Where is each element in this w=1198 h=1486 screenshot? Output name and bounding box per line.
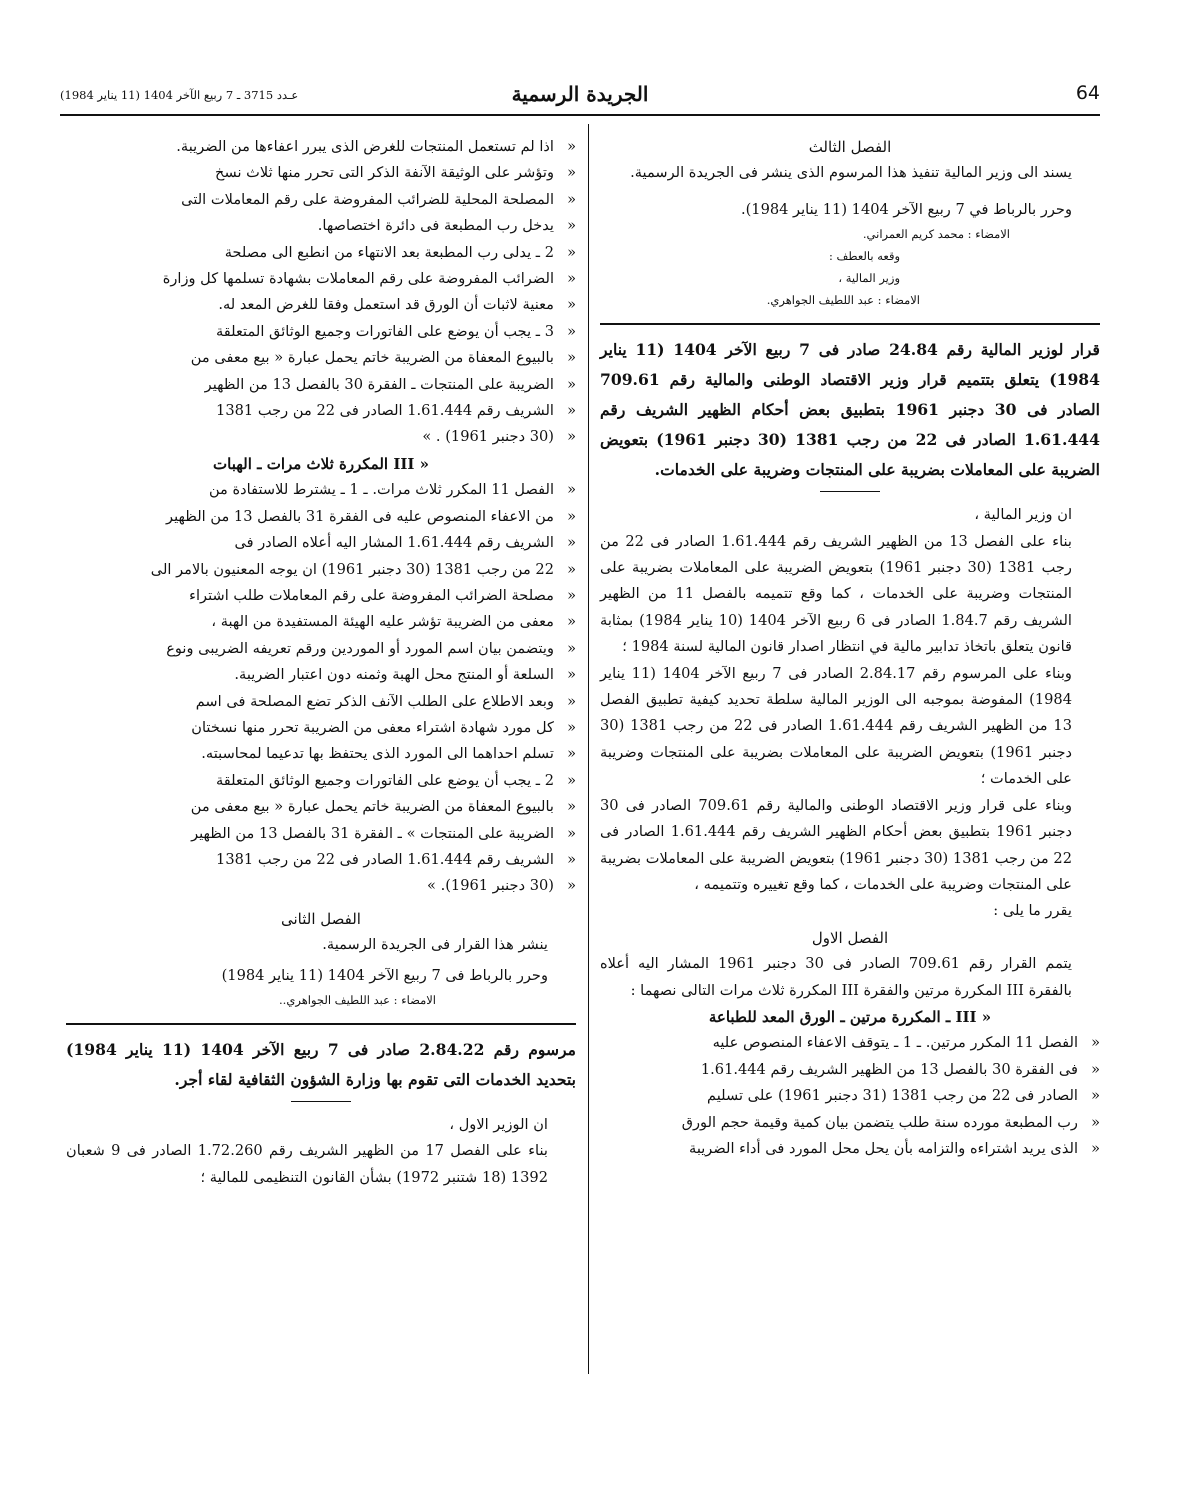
bis-line: «الذى يريد اشتراءه والتزامه بأن يحل محل المورد فى أداء الضريبة [689,1139,1100,1157]
ter-line: «مصلحة الضرائب المفروضة على رقم المعاملات طلب اشتراء [189,586,576,604]
decree2-title: مرسوم رقم 2.84.22 صادر فى 7 ربيع الآخر 1404 (11 يناير 1984) بتحديد الخدمات التى تقوم بها وزارة الشؤون الثقافية لقاء أجر. [66,1040,576,1089]
title-separator [820,491,880,492]
right-column [600,134,1100,1162]
ter3-line: «الشريف رقم 1.61.444 الصادر فى 22 من رجب 1381 [216,850,576,868]
title-separator-2 [291,1101,351,1102]
gazette-title: الجريدة الرسمية [511,82,649,106]
done-at-2: وحرر بالرباط فى 7 ربيع الآخر 1404 (11 يناير 1984) [221,966,548,984]
bis-line: «الصادر فى 22 من رجب 1381 (31 دجنبر 1961) على تسليم [707,1087,1100,1105]
chapter2-text: ينشر هذا القرار فى الجريدة الرسمية. [322,936,548,954]
page-header [60,82,1100,110]
minister-title: وزير المالية ، [838,271,900,286]
top-line: «المصلحة المحلية للضرائب المفروضة على رقم المعاملات التى [181,190,576,208]
ter-line: «22 من رجب 1381 (30 دجنبر 1961) ان يوجه المعنيون بالامر الى [150,560,576,578]
p3-line: «(30 دجنبر 1961) . » [422,428,576,446]
pm-intro: ان الوزير الاول ، [449,1116,548,1133]
column-divider [588,124,589,1374]
preamble-para-1: بناء على الفصل 13 من الظهير الشريف رقم 1.61.444 الصادر فى 22 من رجب 1381 (30 دجنبر 1961) بتعويض الضريبة على المعاملات بضريبة على المنتجات وضريبة على الخدمات ، كما وقع تتميمه بالفصل 11 من الظهير الشريف رقم 1.84.7 الصادر فى 6 ربيع الآخر 1404 (10 يناير 1984) بمثابة قانون يتعلق باتخاذ تدابير مالية في انتظار اصدار قانون المالية لسنة 1984 ؛ [600,532,1072,656]
issue-info: عـدد 3715 ـ 7 ربيع الآخر 1404 (11 يناير 1984) [60,88,299,102]
chapter1-text: يتمم القرار رقم 709.61 الصادر فى 30 دجنبر 1961 المشار اليه أعلاه بالفقرة III المكررة مرتين والفقرة III المكررة ثلاث مرات التالى نصهما : [600,955,1072,999]
ter-line: «من الاعفاء المنصوص عليه فى الفقرة 31 بالفصل 13 من الظهير [166,507,576,525]
section-bis-heading: « III ـ المكررة مرتين ـ الورق المعد للطباعة [708,1007,992,1026]
preamble-para-2: وبناء على المرسوم رقم 2.84.17 الصادر فى 7 ربيع الآخر 1404 (11 يناير 1984) المفوضة بموجبه الى الوزير المالية سلطة تحديد كيفية تطبيق الفصل 13 من الظهير الشريف رقم 1.61.444 الصادر فى 22 من رجب 1381 (30 دجنبر 1961) بتعويض الضريبة على المعاملات بضريبة على المنتجات وضريبة على الخدمات ؛ [600,664,1072,788]
done-at: وحرر بالرباط في 7 ربيع الآخر 1404 (11 يناير 1984). [740,200,1072,218]
decides: يقرر ما يلى : [993,902,1072,920]
ter3-line: «بالبيوع المعفاة من الضريبة خاتم يحمل عبارة « بيع معفى من [190,798,576,816]
p2-line: «الضرائب المفروضة على رقم المعاملات بشهادة تسلمها كل وزارة [162,270,576,288]
p3-line: «الضريبة على المنتجات ـ الفقرة 30 بالفصل 13 من الظهير [204,375,576,393]
preamble-para-3: وبناء على قرار وزير الاقتصاد الوطنى والمالية رقم 709.61 الصادر فى 30 دجنبر 1961 بتطبيق بعض أحكام الظهير الشريف رقم 1.61.444 الصادر فى 22 من رجب 1381 (30 دجنبر 1961) بتعويض الضريبة على المعاملات بضريبة على المنتجات وضريبة على الخدمات ، كما وقع تغييره وتتميمه ، [600,796,1072,893]
p3-line: «3 ـ يجب أن يوضع على الفاتورات وجميع الوثائق المتعلقة [215,322,576,340]
ter-line: «معفى من الضريبة تؤشر عليه الهيئة المستفيدة من الهبة ، [211,613,576,631]
signature-minister: الامضاء : عبد اللطيف الجواهري. [766,293,920,308]
signature-pm: الامضاء : محمد كريم العمراني. [862,227,1010,242]
section-separator [600,323,1100,325]
top-line: «وتؤشر على الوثيقة الآنفة الذكر التى تحرر منها ثلاث نسخ [215,164,576,182]
p2-line: «معنية لاثبات أن الورق قد استعمل وفقا للغرض المعد له. [218,296,576,314]
p3-line: «الشريف رقم 1.61.444 الصادر فى 22 من رجب 1381 [216,402,576,420]
ter-line: «السلعة أو المنتج محل الهبة وثمنه دون اعتبار الضريبة. [234,666,576,684]
decree-title: قرار لوزير المالية رقم 24.84 صادر فى 7 ربيع الآخر 1404 (11 يناير 1984) يتعلق بتتميم قرار وزير الاقتصاد الوطنى والمالية رقم 709.61 الصادر فى 30 دجنبر 1961 بتطبيق بعض أحكام الظهير الشريف رقم 1.61.444 الصادر فى 22 من رجب 1381 (30 دجنبر 1961) بتعويض الضريبة على المعاملات بضريبة على المنتجات وضريبة على الخدمات. [600,340,1100,480]
minister-intro: ان وزير المالية ، [974,506,1072,524]
ter-line: «ويتضمن بيان اسم المورد أو الموردين ورقم تعريفه الضريبى ونوع [166,639,576,657]
bis-line: «الفصل 11 المكرر مرتين. ـ 1 ـ يتوقف الاعفاء المنصوص عليه [712,1034,1100,1052]
ter-line: «الشريف رقم 1.61.444 المشار اليه أعلاه الصادر فى [234,534,576,552]
ter2-line: «وبعد الاطلاع على الطلب الآنف الذكر تضع المصلحة فى اسم [195,692,576,710]
section-ter-heading: « III المكررة ثلاث مرات ـ الهبات [213,454,429,473]
page-number: 64 [1075,82,1100,104]
signature-minister-2: الامضاء : عبد اللطيف الجواهري.. [279,993,436,1007]
chapter2-heading: الفصل الثانى [281,909,361,928]
left-column [66,134,576,1191]
section-separator-2 [66,1023,576,1025]
bis-line: «فى الفقرة 30 بالفصل 13 من الظهير الشريف رقم 1.61.444 [700,1060,1100,1078]
ter3-line: «الضريبة على المنتجات » ـ الفقرة 31 بالفصل 13 من الظهير [191,824,576,842]
header-divider [60,114,1100,116]
countersign-label: وقعه بالعطف : [828,249,900,264]
decree2-para: بناء على الفصل 17 من الظهير الشريف رقم 1.72.260 الصادر فى 9 شعبان 1392 (18 شتنبر 1972) بشأن القانون التنظيمى للمالية ؛ [66,1142,548,1186]
ter3-line: «(30 دجنبر 1961). » [427,877,576,895]
ter-line: «الفصل 11 المكرر ثلاث مرات. ـ 1 ـ يشترط للاستفادة من [208,481,576,499]
chapter3-heading: الفصل الثالث [808,138,892,156]
top-line: «اذا لم تستعمل المنتجات للغرض الذى يبرر اعفاءها من الضريبة. [176,138,576,155]
bis-line: «رب المطبعة مورده سنة طلب يتضمن بيان كمية وقيمة حجم الورق [681,1113,1100,1131]
chapter1-heading: الفصل الاول [811,928,889,947]
top-line: «يدخل رب المطبعة فى دائرة اختصاصها. [317,217,576,235]
ter3-line: «2 ـ يجب أن يوضع على الفاتورات وجميع الوثائق المتعلقة [215,771,576,789]
chapter3-text: يسند الى وزير المالية تنفيذ هذا المرسوم الذى ينشر فى الجريدة الرسمية. [630,164,1072,182]
ter2-line: «كل مورد شهادة اشتراء معفى من الضريبة تحرر منها نسختان [191,718,576,736]
p3-line: «بالبيوع المعفاة من الضريبة خاتم يحمل عبارة « بيع معفى من [190,349,576,367]
p2-line: «2 ـ يدلى رب المطبعة بعد الانتهاء من انطبع الى مصلحة [224,243,576,261]
ter2-line: «تسلم احداهما الى المورد الذى يحتفظ بها تدعيما لمحاسبته. [201,745,576,763]
